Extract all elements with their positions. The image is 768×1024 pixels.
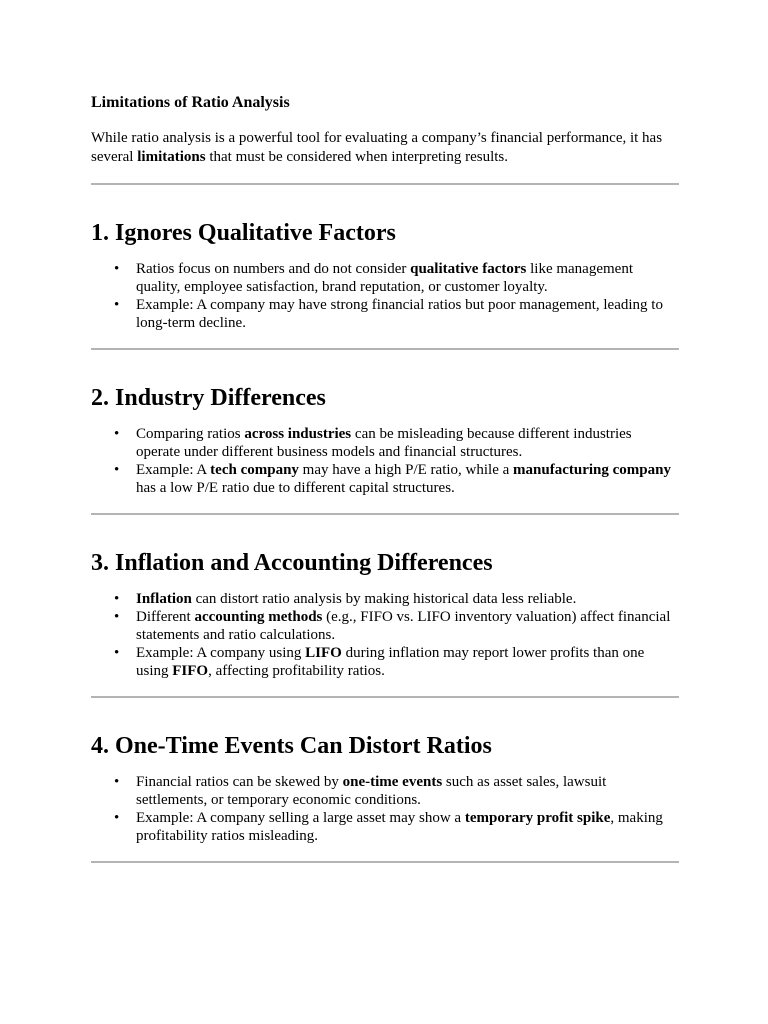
text-run: Financial ratios can be skewed by: [136, 774, 343, 790]
intro-paragraph: [91, 129, 679, 167]
text-run: Different: [136, 609, 195, 625]
section-divider: [91, 696, 679, 698]
text-run: that must be considered when interpreting results.: [205, 149, 509, 165]
bullet-list: [91, 425, 679, 497]
text-run: has a low P/E ratio due to different capital structures.: [136, 480, 455, 496]
document-body: [91, 93, 679, 863]
section-one-time-events: [91, 732, 679, 863]
bullet-list: [91, 773, 679, 845]
bullet-item: [136, 590, 679, 608]
text-run: , affecting profitability ratios.: [208, 663, 385, 679]
bold-text: manufacturing company: [513, 462, 671, 478]
bold-text: LIFO: [305, 645, 342, 661]
text-run: during inflation may report lower profits than one using: [136, 645, 645, 679]
text-run: , making profitability ratios misleading.: [136, 810, 663, 844]
bullet-item: [136, 296, 679, 332]
bold-text: qualitative factors: [410, 261, 527, 277]
text-run: such as asset sales, lawsuit settlements, or temporary economic conditions.: [136, 774, 607, 808]
bullet-item: [136, 425, 679, 461]
section-industry-differences: [91, 384, 679, 515]
bold-text: temporary profit spike: [464, 810, 611, 826]
text-run: Example: A: [136, 462, 211, 478]
bold-text: accounting methods: [194, 609, 323, 625]
section-divider: [91, 861, 679, 863]
text-run: (e.g., FIFO vs. LIFO inventory valuation) affect financial statements and ratio calculations.: [136, 609, 671, 643]
text-run: may have a high P/E ratio, while a: [298, 462, 514, 478]
text-run: Comparing ratios: [136, 426, 245, 442]
bullet-item: [136, 608, 679, 644]
text-run: like management quality, employee satisfaction, brand reputation, or customer loyalty.: [136, 261, 633, 295]
section-heading: 2. Industry Differences: [91, 385, 326, 411]
section-heading: 3. Inflation and Accounting Differences: [91, 550, 493, 576]
section-inflation-accounting: [91, 549, 679, 698]
section-divider: [91, 183, 679, 185]
section-heading: 1. Ignores Qualitative Factors: [91, 220, 396, 246]
bullet-item: [136, 461, 679, 497]
bold-text: tech company: [210, 462, 299, 478]
text-run: Ratios focus on numbers and do not consider: [136, 261, 411, 277]
bullet-item: [136, 773, 679, 809]
section-qualitative-factors: [91, 219, 679, 350]
section-divider: [91, 348, 679, 350]
bold-text: one-time events: [342, 774, 443, 790]
bullet-item: [136, 809, 679, 845]
document-title: Limitations of Ratio Analysis: [91, 94, 290, 111]
bullet-list: [91, 260, 679, 332]
bold-text: FIFO: [172, 663, 209, 679]
text-run: can distort ratio analysis by making historical data less reliable.: [191, 591, 577, 607]
text-run: While ratio analysis is a powerful tool for evaluating a company’s financial performance, it has several: [91, 130, 663, 165]
bullet-item: [136, 260, 679, 296]
bold-text: Inflation: [136, 591, 192, 607]
bold-text: limitations: [137, 149, 206, 165]
bullet-item: [136, 644, 679, 680]
section-heading: 4. One-Time Events Can Distort Ratios: [91, 733, 492, 759]
text-run: can be misleading because different industries operate under different business models and financial structures.: [136, 426, 632, 460]
bold-text: across industries: [244, 426, 352, 442]
bullet-list: [91, 590, 679, 680]
text-run: Example: A company using: [136, 645, 306, 661]
section-divider: [91, 513, 679, 515]
text-run: Example: A company may have strong financial ratios but poor management, leading to long-term decline.: [136, 297, 663, 331]
text-run: Example: A company selling a large asset may show a: [136, 810, 465, 826]
